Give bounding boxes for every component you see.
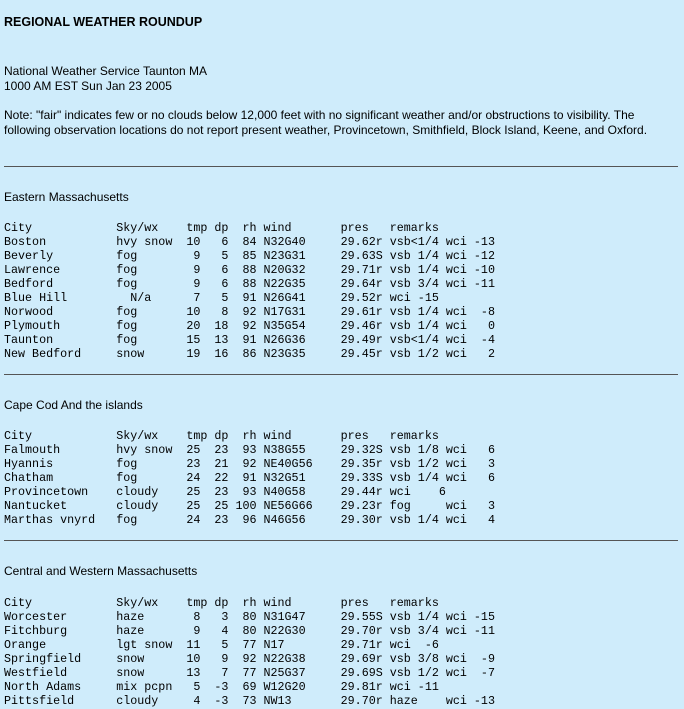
table-row: Norwood fog 10 8 92 N17G31 29.61r vsb 1/4 wci -8 (4, 305, 495, 319)
table-row: New Bedford snow 19 16 86 N23G35 29.45r vsb 1/2 wci 2 (4, 347, 495, 361)
note-text: Note: "fair" indicates few or no clouds below 12,000 feet with no significant weather and/or obstructions to visibility. The following observation locations do not report present weather, Provincetown, Smithfield, Block Island, Keene, and Oxford. (4, 108, 648, 137)
table-row: Taunton fog 15 13 91 N26G36 29.49r vsb<1/4 wci -4 (4, 333, 495, 347)
page-title: REGIONAL WEATHER ROUNDUP (4, 15, 203, 29)
issue-time: 1000 AM EST Sun Jan 23 2005 (4, 79, 172, 93)
table-eastern-ma (4, 221, 495, 361)
table-row: Blue Hill N/a 7 5 91 N26G41 29.52r wci -15 (4, 291, 439, 305)
table-row: Hyannis fog 23 21 92 NE40G56 29.35r vsb 1/2 wci 3 (4, 457, 495, 471)
table-row: Chatham fog 24 22 91 N32G51 29.33S vsb 1/4 wci 6 (4, 471, 495, 485)
note (4, 108, 669, 138)
table-row: Provincetown cloudy 25 23 93 N40G58 29.44r wci 6 (4, 485, 446, 499)
section-title-central-western-ma: Central and Western Massachusetts (4, 564, 198, 578)
issuance-block (4, 64, 207, 94)
table-row: Nantucket cloudy 25 25 100 NE56G66 29.23r fog wci 3 (4, 499, 495, 513)
table-row: Worcester haze 8 3 80 N31G47 29.55S vsb 1/4 wci -15 (4, 610, 495, 624)
section-title-cape-cod: Cape Cod And the islands (4, 398, 143, 412)
table-row: Springfield snow 10 9 92 N22G38 29.69r vsb 3/8 wci -9 (4, 652, 495, 666)
table-cape-cod (4, 429, 495, 527)
table-central-western-ma (4, 596, 495, 708)
table-row: Plymouth fog 20 18 92 N35G54 29.46r vsb 1/4 wci 0 (4, 319, 495, 333)
divider (4, 540, 678, 541)
table-row: Beverly fog 9 5 85 N23G31 29.63S vsb 1/4 wci -12 (4, 249, 495, 263)
section-title-eastern-ma: Eastern Massachusetts (4, 190, 129, 204)
table-row: Pittsfield cloudy 4 -3 73 NW13 29.70r haze wci -13 (4, 694, 495, 708)
divider (4, 374, 678, 375)
table-row: Lawrence fog 9 6 88 N20G32 29.71r vsb 1/4 wci -10 (4, 263, 495, 277)
table-row: Fitchburg haze 9 4 80 N22G30 29.70r vsb 3/4 wci -11 (4, 624, 495, 638)
table-header: City Sky/wx tmp dp rh wind pres remarks (4, 429, 439, 443)
table-row: North Adams mix pcpn 5 -3 69 W12G20 29.81r wci -11 (4, 680, 439, 694)
divider (4, 166, 678, 167)
table-row: Orange lgt snow 11 5 77 N17 29.71r wci -6 (4, 638, 439, 652)
issuer: National Weather Service Taunton MA (4, 64, 207, 78)
table-row: Falmouth hvy snow 25 23 93 N38G55 29.32S vsb 1/8 wci 6 (4, 443, 495, 457)
table-row: Bedford fog 9 6 88 N22G35 29.64r vsb 3/4 wci -11 (4, 277, 495, 291)
table-header: City Sky/wx tmp dp rh wind pres remarks (4, 221, 439, 235)
table-row: Marthas vnyrd fog 24 23 96 N46G56 29.30r vsb 1/4 wci 4 (4, 513, 495, 527)
table-row: Boston hvy snow 10 6 84 N32G40 29.62r vsb<1/4 wci -13 (4, 235, 495, 249)
table-header: City Sky/wx tmp dp rh wind pres remarks (4, 596, 439, 610)
table-row: Westfield snow 13 7 77 N25G37 29.69S vsb 1/2 wci -7 (4, 666, 495, 680)
